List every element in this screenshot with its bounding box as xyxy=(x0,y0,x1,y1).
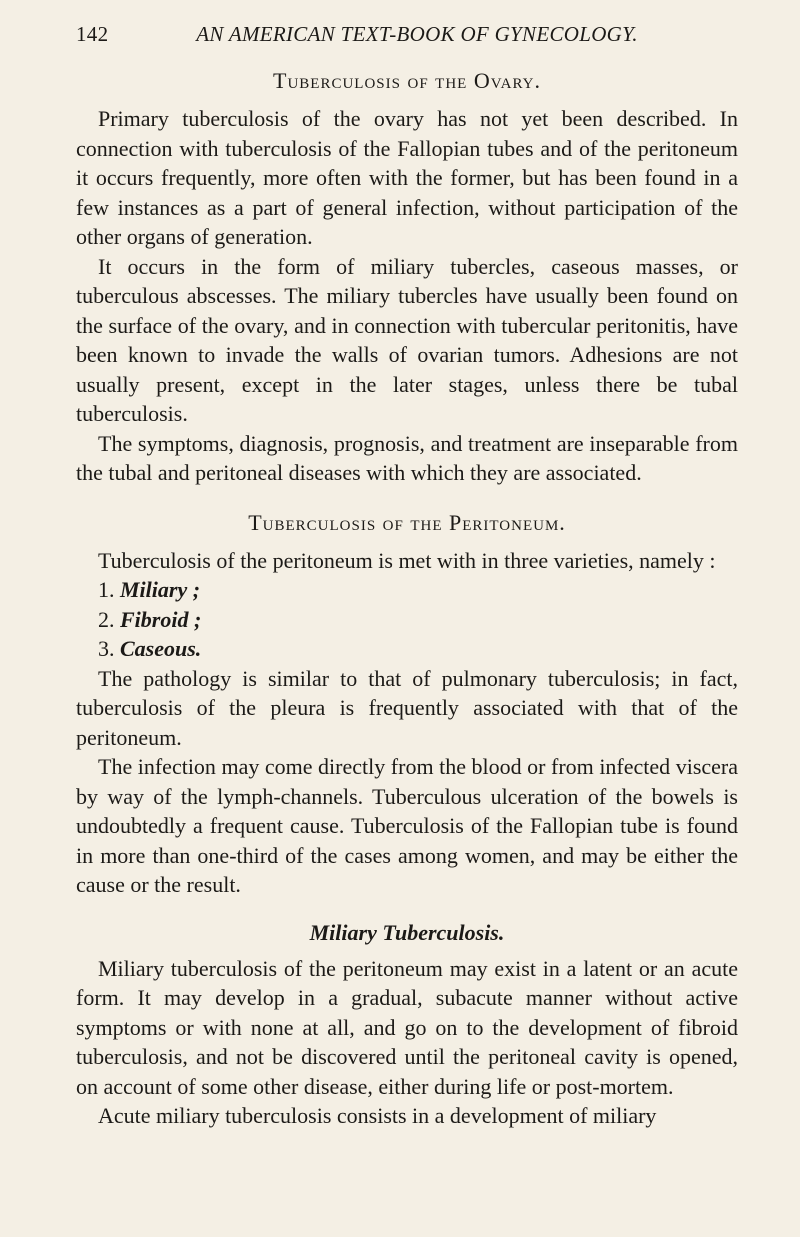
subsection-title-miliary: Miliary Tuberculosis. xyxy=(309,919,505,945)
list-text: Fibroid ; xyxy=(120,606,202,632)
running-title: AN AMERICAN TEXT-BOOK OF GYNECOLOGY. xyxy=(196,22,638,46)
section-title-peritoneum: Tuberculosis of the Peritoneum. xyxy=(248,509,566,535)
list-number: 1. xyxy=(98,577,115,602)
paragraph: Acute miliary tuberculosis consists in a development of miliary xyxy=(98,1103,657,1128)
list-item xyxy=(76,605,738,635)
paragraph: Primary tuberculosis of the ovary has not yet been described. In connection with tuberculosis of the Fallopian tubes and of the peritoneum it occurs frequently, more often with the former, but has been found in a few instances as a part of general infection, without participation of the other organs of generation. xyxy=(76,106,738,249)
running-head xyxy=(76,22,738,52)
list-item xyxy=(76,575,738,605)
page-number: 142 xyxy=(76,22,109,46)
paragraph: The infection may come directly from the blood or from infected viscera by way of the lymph-channels. Tuberculous ulceration of the bowels is undoubtedly a frequent cause. Tuberculosis of the Fallopian tube is found in more than one-third of the cases among women, and may be either the cause or the result. xyxy=(76,754,738,897)
list-number: 3. xyxy=(98,636,115,661)
paragraph: Miliary tuberculosis of the peritoneum may exist in a latent or an acute form. It may develop in a gradual, subacute manner without active symptoms or with none at all, and go on to the development of fibroid tuberculosis, and not be discovered until the peritoneal cavity is opened, on account of some other disease, either during life or post-mortem. xyxy=(76,955,738,1099)
list-text: Caseous. xyxy=(120,636,202,661)
list-number: 2. xyxy=(98,606,115,632)
paragraph: The symptoms, diagnosis, prognosis, and treatment are inseparable from the tubal and peritoneal diseases with which they are associated. xyxy=(76,430,738,485)
list-item xyxy=(76,634,738,664)
paragraph: The pathology is similar to that of pulmonary tuberculosis; in fact, tuberculosis of the pleura is frequently associated with that of the peritoneum. xyxy=(76,665,738,750)
section-title-ovary: Tuberculosis of the Ovary. xyxy=(273,68,541,93)
paragraph: Tuberculosis of the peritoneum is met with in three varieties, namely : xyxy=(98,547,716,573)
list-text: Miliary ; xyxy=(120,577,201,602)
paragraph: It occurs in the form of miliary tubercles, caseous masses, or tuberculous abscesses. The miliary tubercles have usually been found on the surface of the ovary, and in connection with tubercular peritonitis, have been known to invade the walls of ovarian tumors. Adhesions are not usually present, except in the later stages, unless there be tubal tuberculosis. xyxy=(76,253,738,426)
